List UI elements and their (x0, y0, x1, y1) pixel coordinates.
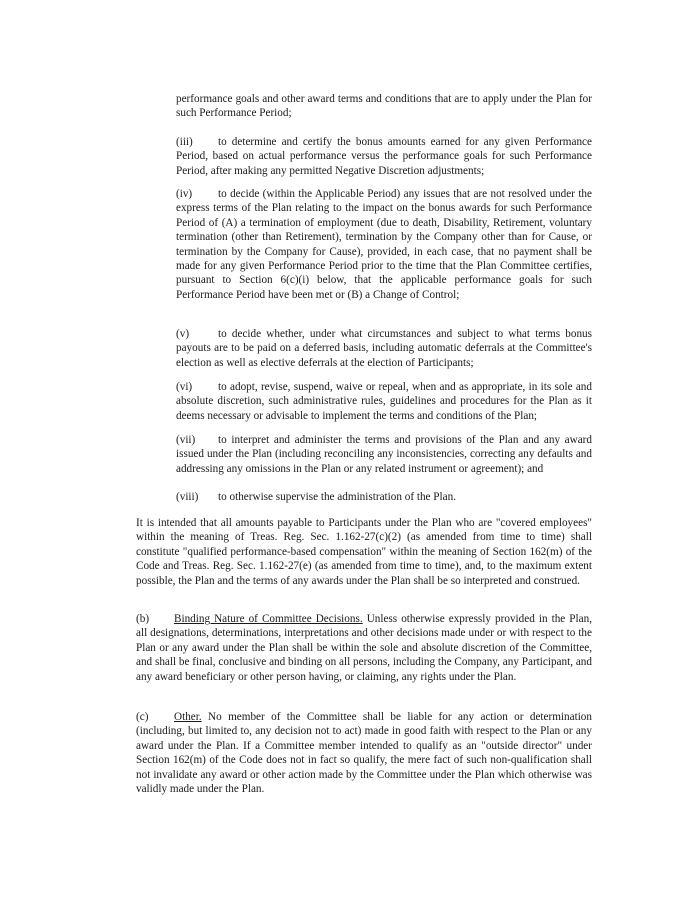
item-number: (iv) (176, 188, 193, 200)
section-text: Unless otherwise expressly provided in the Plan, all designations, determinations, interpretations and other decisions made under or with respect to the Plan or any award under the Plan shall be within the sole and absolute discretion of the Committee, and shall be final, conclusive and binding on all persons, including the Company, any Participant, and any award beneficiary or other person having, or claiming, any rights under the Plan. (136, 613, 592, 683)
intro-paragraph: performance goals and other award terms and conditions that are to apply under the Plan for such Performance Period; (176, 93, 592, 120)
item-text: to otherwise supervise the administration of the Plan. (218, 491, 456, 503)
item-number: (viii) (176, 491, 199, 503)
item-iii (176, 135, 592, 178)
item-vii (176, 433, 592, 476)
item-v (176, 327, 592, 370)
item-text: to adopt, revise, suspend, waive or repeal, when and as appropriate, in its sole and absolute discretion, such administrative rules, guidelines and procedures for the Plan as it deems necessary or advisable to implement the terms and conditions of the Plan; (176, 381, 592, 422)
item-text: to interpret and administer the terms and provisions of the Plan and any award issued under the Plan (including reconciling any inconsistencies, correcting any defaults and addressing any omissions in the Plan or any related instrument or agreement); and (176, 434, 592, 475)
item-text: to determine and certify the bonus amounts earned for any given Performance Period, based on actual performance versus the performance goals for such Performance Period, after making any permitted Negative Discretion adjustments; (176, 136, 592, 177)
item-number: (iii) (176, 136, 193, 148)
section-heading: Other. (174, 711, 202, 723)
item-text: to decide (within the Applicable Period) any issues that are not resolved under the express terms of the Plan relating to the impact on the bonus awards for such Performance Period of (A) a termination of employment (due to death, Disability, Retirement, voluntary termination (other than Retirement), termination by the Company other than for Cause, or termination by the Company for Cause), provided, in each case, that no payment shall be made for any given Performance Period prior to the time that the Plan Committee certifies, pursuant to Section 6(c)(i) below, that the applicable performance goals for such Performance Period have been met or (B) a Change of Control; (176, 188, 592, 301)
section-text: No member of the Committee shall be liable for any action or determination (including, but limited to, any decision not to act) made in good faith with respect to the Plan or any award under the Plan. If a Committee member intended to qualify as an "outside director" under Section 162(m) of the Code does not in fact so qualify, the mere fact of such non-qualification shall not invalidate any award or other action made by the Committee under the Plan which otherwise was validly made under the Plan. (136, 711, 592, 796)
item-number: (v) (176, 328, 190, 340)
section-c (136, 710, 592, 796)
item-number: (vii) (176, 434, 196, 446)
item-vi (176, 380, 592, 423)
item-iv (176, 187, 592, 302)
closing-paragraph: It is intended that all amounts payable to Participants under the Plan who are "covered employees" within the meaning of Treas. Reg. Sec. 1.162-27(c)(2) (as amended from time to time) shall constitute "qualified performance-based compensation" within the meaning of Section 162(m) of the Code and Treas. Reg. Sec. 1.162-27(e) (as amended from time to time), and, to the maximum extent possible, the Plan and the terms of any awards under the Plan shall be so interpreted and construed. (136, 517, 592, 587)
section-number: (b) (136, 613, 150, 625)
section-heading: Binding Nature of Committee Decisions. (174, 613, 363, 625)
item-viii (176, 490, 592, 504)
section-number: (c) (136, 711, 149, 723)
section-b (136, 612, 592, 684)
item-text: to decide whether, under what circumstances and subject to what terms bonus payouts are to be paid on a deferred basis, including automatic deferrals at the Committee's election as well as elective deferrals at the election of Participants; (176, 328, 592, 369)
item-number: (vi) (176, 381, 193, 393)
